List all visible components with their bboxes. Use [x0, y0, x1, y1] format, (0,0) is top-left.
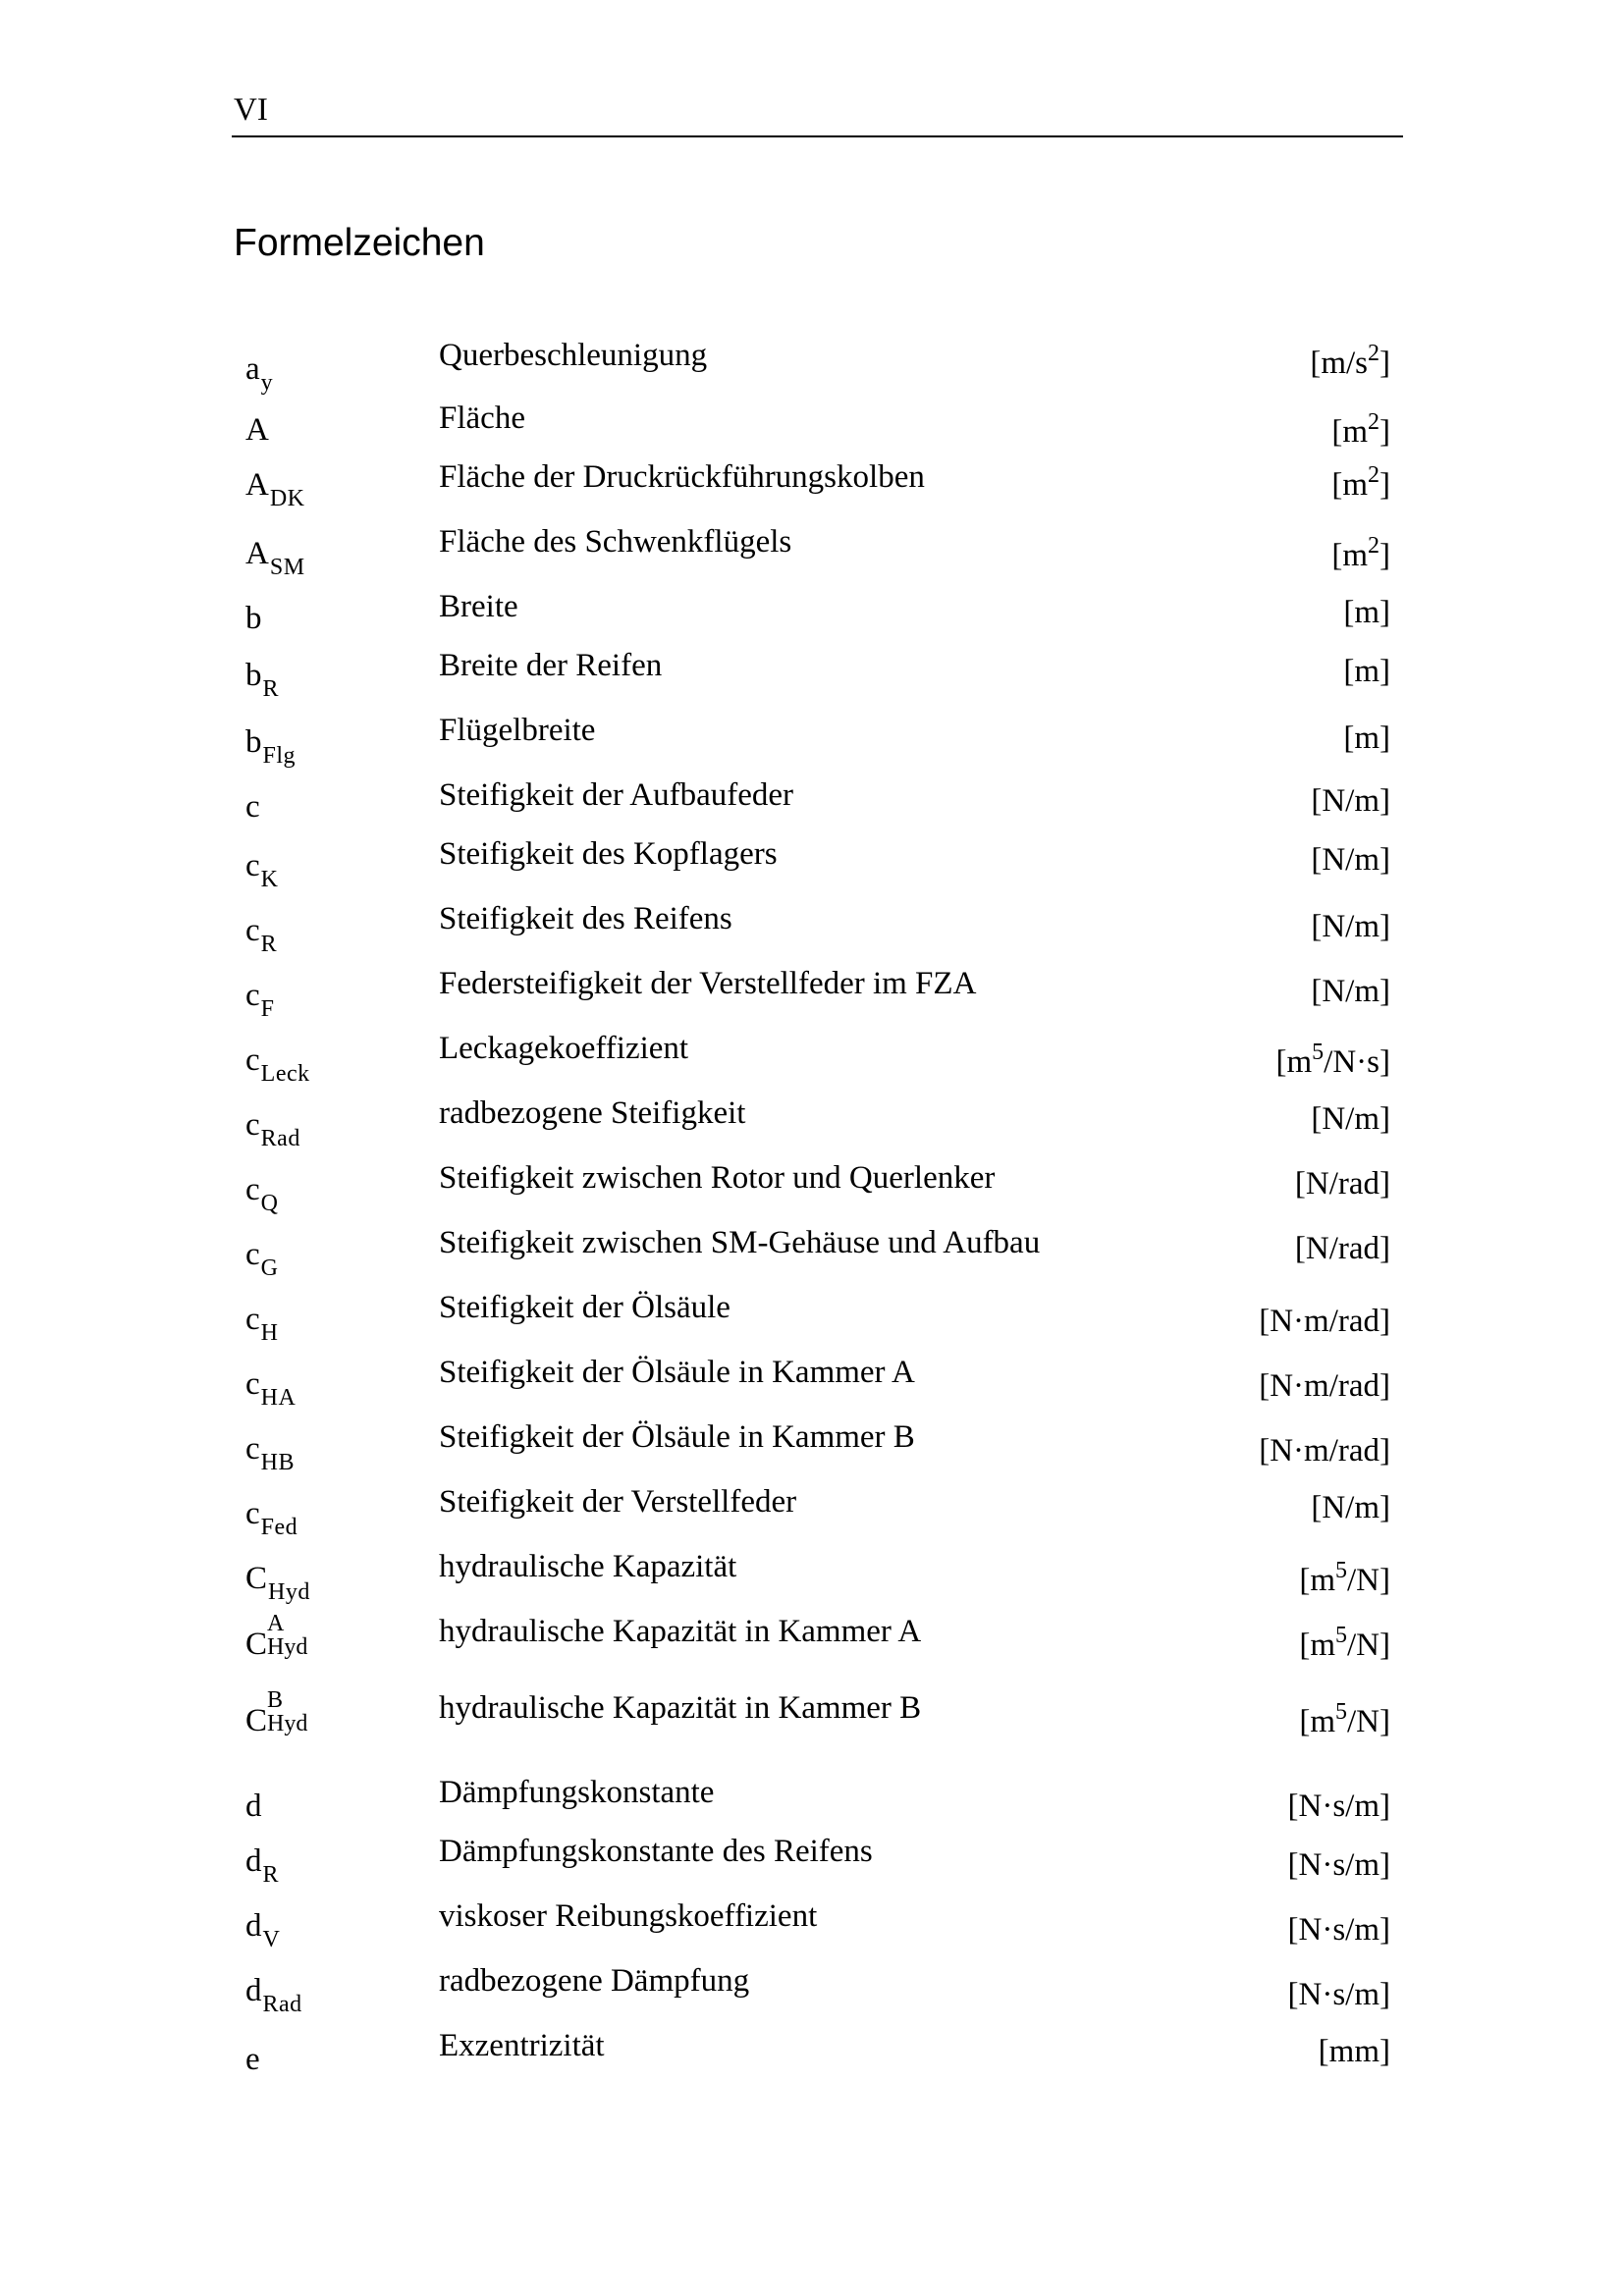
symbol-row — [0, 1417, 1623, 1476]
unit-text: [N/m] — [1311, 974, 1390, 1009]
unit-exponent: 2 — [1368, 409, 1380, 435]
formula-symbol — [245, 1235, 279, 1281]
symbol-base: c — [245, 1431, 260, 1467]
header-rule — [232, 135, 1403, 137]
symbol-base: c — [245, 1366, 260, 1402]
symbol-unit — [1299, 1558, 1390, 1603]
unit-text: [N/m] — [1311, 783, 1390, 819]
symbol-description: Breite — [439, 589, 518, 624]
unit-text: [N·m/rad] — [1259, 1304, 1390, 1339]
symbol-unit — [1319, 2032, 1390, 2071]
unit-text: [N·m/rad] — [1259, 1433, 1390, 1468]
symbol-base: C — [245, 1561, 268, 1596]
symbol-unit — [1311, 1099, 1390, 1139]
symbol-base: b — [245, 658, 262, 693]
symbol-description: Flügelbreite — [439, 713, 596, 748]
symbol-row — [0, 1223, 1623, 1282]
symbol-base: c — [245, 848, 260, 883]
symbol-unit — [1311, 840, 1390, 880]
formula-symbol — [245, 534, 305, 580]
section-title: Formelzeichen — [234, 222, 485, 264]
unit-exponent: 5 — [1335, 1558, 1347, 1583]
symbol-description: Dämpfungskonstante des Reifens — [439, 1834, 873, 1869]
symbol-description: Exzentrizität — [439, 2028, 605, 2063]
symbol-base: d — [245, 1973, 262, 2008]
unit-text: [m] — [1343, 595, 1390, 630]
symbol-row — [0, 1832, 1623, 1891]
symbol-description: viskoser Reibungskoeffizient — [439, 1898, 818, 1934]
symbol-row — [0, 1353, 1623, 1412]
symbol-unit — [1288, 1910, 1390, 1949]
unit-text: [m/s — [1310, 346, 1368, 381]
formula-symbol — [245, 1842, 280, 1888]
symbol-subscript: HA — [260, 1385, 297, 1411]
symbol-base: c — [245, 789, 260, 825]
formula-symbol — [245, 1687, 308, 1738]
unit-text: [m — [1331, 467, 1368, 503]
symbol-subscript: Q — [260, 1191, 279, 1216]
symbol-base: b — [245, 601, 262, 636]
formula-symbol — [245, 1041, 310, 1087]
unit-text: [N·s/m] — [1287, 1912, 1390, 1948]
formula-symbol — [245, 1170, 279, 1216]
unit-text-end: ] — [1380, 414, 1390, 450]
symbol-description: Querbeschleunigung — [439, 338, 708, 373]
symbol-description: hydraulische Kapazität in Kammer B — [439, 1690, 922, 1726]
symbol-unit — [1295, 1164, 1390, 1203]
symbol-unit — [1343, 719, 1390, 758]
symbol-row — [0, 399, 1623, 457]
symbol-description: Steifigkeit zwischen SM-Gehäuse und Aufbau — [439, 1225, 1041, 1260]
unit-text: [N/rad] — [1294, 1166, 1390, 1201]
unit-text: [N·s/m] — [1287, 1977, 1390, 2012]
symbol-description: Steifigkeit der Ölsäule — [439, 1290, 730, 1325]
unit-text: [N·m/rad] — [1259, 1368, 1390, 1404]
symbol-base: c — [245, 1237, 260, 1272]
symbol-description: Steifigkeit der Aufbaufeder — [439, 777, 794, 813]
symbol-unit — [1311, 1488, 1390, 1527]
unit-text-end: ] — [1380, 346, 1390, 381]
symbol-unit — [1288, 1845, 1390, 1885]
symbol-row — [0, 587, 1623, 646]
symbol-unit — [1259, 1366, 1390, 1406]
symbol-subscript: K — [260, 867, 279, 892]
symbol-unit — [1311, 972, 1390, 1011]
symbol-row — [0, 1773, 1623, 1832]
symbol-base: c — [245, 978, 260, 1013]
symbol-base: A — [245, 536, 269, 571]
symbol-description: Fläche des Schwenkflügels — [439, 524, 792, 560]
symbol-base: a — [245, 351, 260, 387]
unit-text-end: /N·s] — [1324, 1044, 1390, 1080]
symbol-subscript: Flg — [262, 743, 297, 769]
symbol-row — [0, 1688, 1623, 1747]
unit-text-end: /N] — [1347, 1704, 1390, 1739]
formula-symbol — [245, 1364, 297, 1411]
symbol-description: radbezogene Steifigkeit — [439, 1095, 746, 1131]
symbol-subscript: Leck — [260, 1061, 310, 1087]
symbol-description: Steifigkeit zwischen Rotor und Querlenker — [439, 1160, 996, 1196]
symbol-row — [0, 2026, 1623, 2085]
unit-text: [N·s/m] — [1287, 1789, 1390, 1824]
symbol-subscript: y — [260, 370, 274, 396]
symbol-description: Fläche — [439, 400, 525, 436]
formula-symbol — [245, 410, 269, 450]
formula-symbol — [245, 1559, 310, 1605]
formula-symbol — [245, 1906, 281, 1952]
symbol-description: hydraulische Kapazität in Kammer A — [439, 1614, 922, 1649]
unit-text: [N/rad] — [1294, 1231, 1390, 1266]
unit-text: [m] — [1343, 721, 1390, 756]
symbol-row — [0, 457, 1623, 516]
unit-text: [N·s/m] — [1287, 1847, 1390, 1883]
symbol-row — [0, 899, 1623, 958]
symbol-subscript: DK — [269, 486, 305, 511]
formula-symbol — [245, 787, 260, 827]
symbol-description: Steifigkeit der Ölsäule in Kammer A — [439, 1355, 915, 1390]
formula-symbol — [245, 2040, 260, 2079]
formula-symbol — [245, 1787, 262, 1826]
symbol-row — [0, 646, 1623, 705]
symbol-unit — [1331, 409, 1390, 454]
symbol-row — [0, 1896, 1623, 1955]
unit-text: [m — [1331, 538, 1368, 573]
symbol-description: hydraulische Kapazität — [439, 1549, 737, 1584]
symbol-subscript: G — [260, 1255, 279, 1281]
symbol-unit — [1295, 1229, 1390, 1268]
symbol-base: C — [245, 1627, 268, 1662]
symbol-unit — [1288, 1787, 1390, 1826]
symbol-description: Fläche der Druckrückführungskolben — [439, 459, 925, 495]
symbol-base: C — [245, 1703, 268, 1738]
symbol-row — [0, 1094, 1623, 1152]
symbol-base: A — [245, 412, 269, 448]
symbol-superscript: B — [267, 1687, 284, 1713]
formula-symbol — [245, 911, 278, 957]
unit-exponent: 5 — [1335, 1699, 1347, 1725]
symbol-subscript: V — [262, 1927, 281, 1952]
symbol-unit — [1331, 462, 1390, 507]
formula-symbol — [245, 465, 305, 511]
page-number: VI — [234, 92, 268, 128]
unit-text: [N/m] — [1311, 842, 1390, 878]
symbol-subscript: R — [262, 1862, 280, 1888]
symbol-description: Steifigkeit der Ölsäule in Kammer B — [439, 1419, 915, 1455]
unit-text: [m] — [1343, 654, 1390, 689]
symbol-superscript: A — [267, 1611, 285, 1636]
symbol-subscript: Rad — [260, 1126, 300, 1151]
symbol-base: A — [245, 467, 269, 503]
symbol-unit — [1343, 593, 1390, 632]
formula-symbol — [245, 349, 274, 396]
symbol-base: b — [245, 724, 262, 760]
unit-text-end: /N] — [1347, 1628, 1390, 1663]
symbol-unit — [1343, 652, 1390, 691]
symbol-description: Leckagekoeffizient — [439, 1031, 689, 1066]
formula-symbol — [245, 846, 279, 892]
symbol-subscript: R — [262, 676, 280, 702]
unit-text-end: /N] — [1347, 1563, 1390, 1598]
unit-exponent: 2 — [1368, 341, 1380, 366]
formula-symbol — [245, 976, 275, 1022]
symbol-subscript: SM — [269, 555, 305, 580]
unit-text: [N/m] — [1311, 909, 1390, 944]
unit-text-end: ] — [1380, 538, 1390, 573]
formula-symbol — [245, 1105, 300, 1151]
symbol-description: Federsteifigkeit der Verstellfeder im FZA — [439, 966, 977, 1001]
symbol-subscript: Hyd — [268, 1579, 310, 1605]
unit-exponent: 2 — [1368, 533, 1380, 559]
symbol-subscript: Rad — [262, 1992, 302, 2017]
symbol-row — [0, 1482, 1623, 1541]
symbol-base: c — [245, 1496, 260, 1531]
symbol-row — [0, 834, 1623, 893]
symbol-subscript: HB — [260, 1450, 295, 1475]
symbol-unit — [1288, 1975, 1390, 2014]
symbol-unit — [1311, 781, 1390, 821]
unit-text: [m — [1275, 1044, 1313, 1080]
unit-text: [m — [1331, 414, 1368, 450]
symbol-unit — [1259, 1302, 1390, 1341]
formula-symbol — [245, 1494, 298, 1540]
symbol-unit — [1299, 1623, 1390, 1668]
symbol-subscript: Hyd — [267, 1711, 308, 1736]
formula-symbol — [245, 1300, 279, 1346]
symbol-subscript: R — [260, 932, 278, 957]
symbol-description: Breite der Reifen — [439, 648, 663, 683]
formula-symbol — [245, 1971, 302, 2017]
symbol-row — [0, 711, 1623, 770]
symbol-subscript: H — [260, 1320, 279, 1346]
symbol-base: d — [245, 1843, 262, 1879]
symbol-base: c — [245, 1302, 260, 1337]
unit-exponent: 2 — [1368, 462, 1380, 488]
unit-text: [m — [1299, 1563, 1335, 1598]
symbol-row — [0, 522, 1623, 581]
symbol-row — [0, 775, 1623, 834]
unit-text-end: ] — [1380, 467, 1390, 503]
symbol-base: d — [245, 1789, 262, 1824]
symbol-base: d — [245, 1908, 262, 1944]
symbol-row — [0, 1547, 1623, 1606]
unit-exponent: 5 — [1335, 1623, 1347, 1648]
symbol-unit — [1331, 533, 1390, 578]
symbol-row — [0, 1961, 1623, 2020]
symbol-unit — [1310, 341, 1390, 386]
symbol-description: radbezogene Dämpfung — [439, 1963, 750, 1999]
symbol-description: Dämpfungskonstante — [439, 1775, 715, 1810]
formula-symbol — [245, 656, 280, 702]
symbol-unit — [1276, 1042, 1391, 1085]
unit-text: [N/m] — [1311, 1101, 1390, 1137]
symbol-row — [0, 964, 1623, 1023]
symbol-row — [0, 336, 1623, 395]
formula-symbol — [245, 1611, 308, 1662]
symbol-subscript: F — [260, 996, 275, 1022]
symbol-row — [0, 1612, 1623, 1671]
formula-symbol — [245, 722, 297, 769]
symbol-description: Steifigkeit der Verstellfeder — [439, 1484, 797, 1520]
unit-exponent: 5 — [1312, 1040, 1325, 1065]
symbol-base: c — [245, 1107, 260, 1143]
symbol-base: c — [245, 1172, 260, 1207]
symbol-subscript: Fed — [260, 1515, 298, 1540]
symbol-unit — [1299, 1699, 1390, 1744]
symbol-description: Steifigkeit des Reifens — [439, 901, 732, 936]
symbol-unit — [1259, 1431, 1390, 1470]
symbol-row — [0, 1158, 1623, 1217]
symbol-subscript: Hyd — [267, 1634, 308, 1660]
symbol-base: c — [245, 1042, 260, 1078]
symbol-description: Steifigkeit des Kopflagers — [439, 836, 778, 872]
symbol-row — [0, 1288, 1623, 1347]
symbol-base: c — [245, 913, 260, 948]
symbol-sup-sub-stack — [267, 1688, 307, 1735]
unit-text: [mm] — [1318, 2034, 1390, 2069]
formula-symbol — [245, 599, 262, 638]
symbol-unit — [1311, 907, 1390, 946]
symbol-row — [0, 1029, 1623, 1088]
symbol-sup-sub-stack — [267, 1612, 307, 1659]
formula-symbol — [245, 1429, 295, 1475]
unit-text: [N/m] — [1311, 1490, 1390, 1525]
symbol-base: e — [245, 2042, 260, 2077]
unit-text: [m — [1299, 1704, 1335, 1739]
unit-text: [m — [1299, 1628, 1335, 1663]
